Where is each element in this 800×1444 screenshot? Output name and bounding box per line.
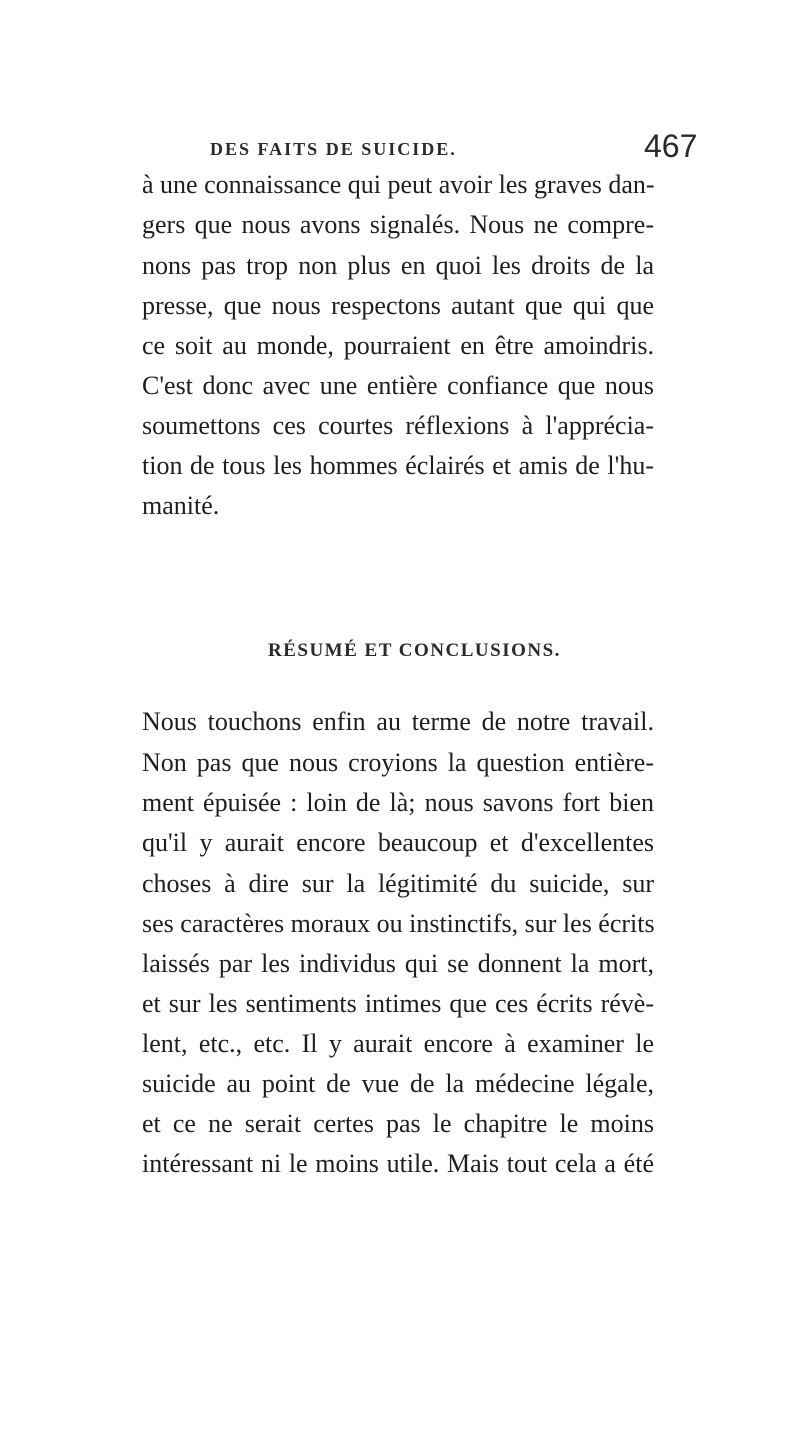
paragraph-1-line: gers que nous avons signalés. Nous ne compre-	[142, 210, 654, 239]
paragraph-1-line: à une connaissance qui peut avoir les graves dan-	[142, 170, 655, 199]
paragraph-2-line: Nous touchons enfin au terme de notre travail.	[142, 707, 654, 736]
paragraph-1-line: nons pas trop non plus en quoi les droits de la	[142, 251, 654, 280]
page-number: 467	[644, 128, 698, 164]
paragraph-2-line: choses à dire sur la légitimité du suicide, sur	[142, 869, 654, 898]
paragraph-1-line: tion de tous les hommes éclairés et amis de l'hu-	[142, 451, 654, 480]
section-heading: RÉSUMÉ ET CONCLUSIONS.	[268, 640, 561, 661]
paragraph-2-line: lent, etc., etc. Il y aurait encore à examiner le	[142, 1029, 654, 1058]
paragraph-2-line: intéressant ni le moins utile. Mais tout cela a été	[142, 1149, 654, 1178]
paragraph-2-line: ment épuisée : loin de là; nous savons fort bien	[142, 788, 654, 817]
paragraph-1-line: presse, que nous respectons autant que qui que	[142, 291, 654, 320]
paragraph-2-line: ses caractères moraux ou instinctifs, sur les écrits	[142, 909, 655, 938]
paragraph-1-line: C'est donc avec une entière confiance que nous	[142, 371, 654, 400]
paragraph-1-line: soumettons ces courtes réflexions à l'apprécia-	[142, 411, 654, 440]
paragraph-2-line: Non pas que nous croyions la question entière-	[142, 748, 654, 777]
paragraph-2-line: et ce ne serait certes pas le chapitre le moins	[142, 1109, 654, 1138]
paragraph-1-line: manité.	[142, 491, 220, 520]
running-head: DES FAITS DE SUICIDE.	[210, 139, 457, 159]
paragraph-2-line: suicide au point de vue de la médecine légale,	[142, 1069, 654, 1098]
paragraph-1-line: ce soit au monde, pourraient en être amoindris.	[142, 331, 654, 360]
paragraph-2-line: et sur les sentiments intimes que ces écrits révè-	[142, 989, 654, 1018]
paragraph-2-line: laissés par les individus qui se donnent la mort,	[142, 949, 654, 978]
paragraph-2-line: qu'il y aurait encore beaucoup et d'excellentes	[142, 828, 654, 857]
